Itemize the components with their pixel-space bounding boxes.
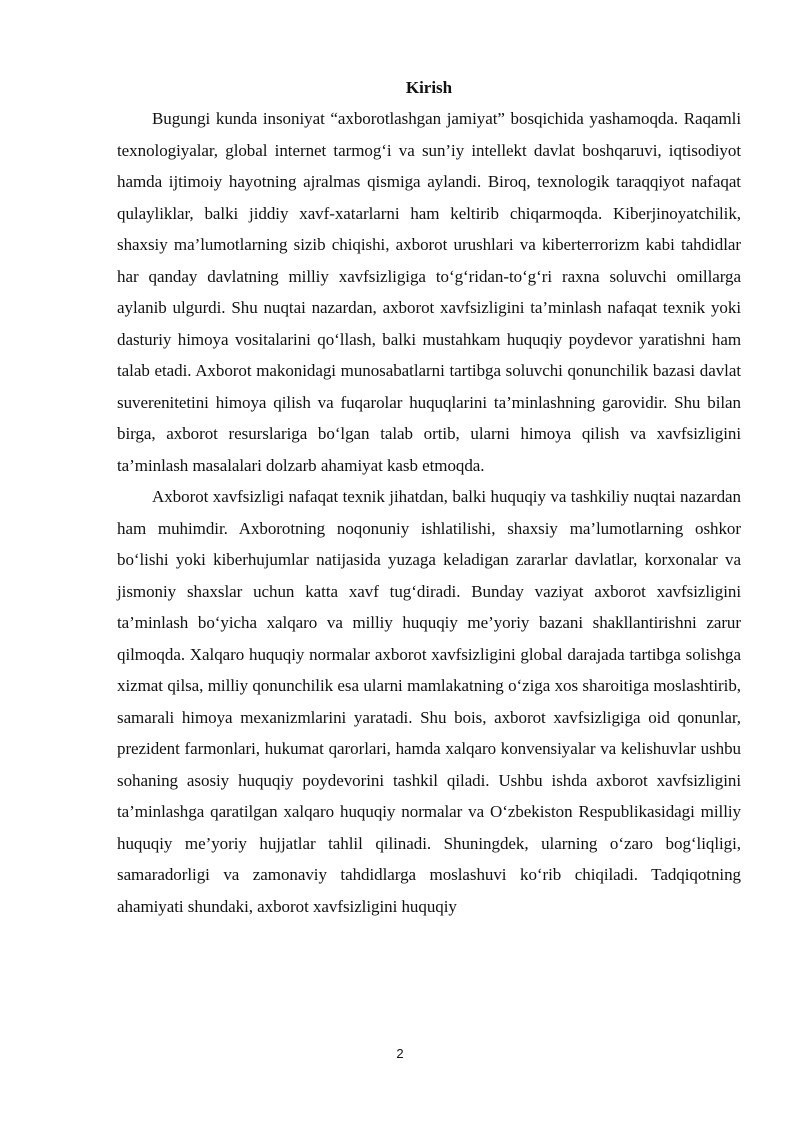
page-number: 2 [396,1046,404,1061]
paragraph-2: Axborot xavfsizligi nafaqat texnik jihatdan, balki huquqiy va tashkiliy nuqtai nazardan ham muhimdir. Axborotning noqonuniy ishlatilishi, shaxsiy ma’lumotlarning oshkor bo‘lishi yoki kiberhujumlar natijasida yuzaga keladigan zararlar davlatlar, korxonalar va jismoniy shaxslar uchun katta xavf tug‘diradi. Bunday vaziyat axborot xavfsizligini ta’minlash bo‘yicha xalqaro va milliy huquqiy me’yoriy bazani shakllantirishni zarur qilmoqda. Xalqaro huquqiy normalar axborot xavfsizligini global darajada tartibga solishga xizmat qilsa, milliy qonunchilik esa ularni mamlakatning o‘ziga xos sharoitiga moslashtirib, samarali himoya mexanizmlarini yaratadi. Shu bois, axborot xavfsizligiga oid qonunlar, prezident farmonlari, hukumat qarorlari, hamda xalqaro konvensiyalar va kelishuvlar ushbu sohaning asosiy huquqiy poydevorini tashkil qiladi. Ushbu ishda axborot xavfsizligini ta’minlashga qaratilgan xalqaro huquqiy normalar va O‘zbekiston Respublikasidagi milliy huquqiy me’yoriy hujjatlar tahlil qilinadi. Shuningdek, ularning o‘zaro bog‘liqligi, samaradorligi va zamonaviy tahdidlarga moslashuvi ko‘rib chiqiladi. Tadqiqotning ahamiyati shundaki, axborot xavfsizligini huquqiy [117,487,741,916]
paragraph-1: Bugungi kunda insoniyat “axborotlashgan jamiyat” bosqichida yashamoqda. Raqamli texnologiyalar, global internet tarmog‘i va sun’iy intellekt davlat boshqaruvi, iqtisodiyot hamda ijtimoiy hayotning ajralmas qismiga aylandi. Biroq, texnologik taraqqiyot nafaqat qulayliklar, balki jiddiy xavf-xatarlarni ham keltirib chiqarmoqda. Kiberjinoyatchilik, shaxsiy ma’lumotlarning sizib chiqishi, axborot urushlari va kiberterrorizm kabi tahdidlar har qanday davlatning milliy xavfsizligiga to‘g‘ridan-to‘g‘ri raxna soluvchi omillarga aylanib ulgurdi. Shu nuqtai nazardan, axborot xavfsizligini ta’minlash nafaqat texnik yoki dasturiy himoya vositalarini qo‘llash, balki mustahkam huquqiy poydevor yaratishni ham talab etadi. Axborot makonidagi munosabatlarni tartibga soluvchi qonunchilik bazasi davlat suverenitetini himoya qilish va fuqarolar huquqlarini ta’minlashning garovidir. Shu bilan birga, axborot resurslariga bo‘lgan talab ortib, ularni himoya qilish va xavfsizligini ta’minlash masalalari dolzarb ahamiyat kasb etmoqda. [117,109,741,475]
page-body [117,74,741,922]
section-title: Kirish [405,78,453,97]
